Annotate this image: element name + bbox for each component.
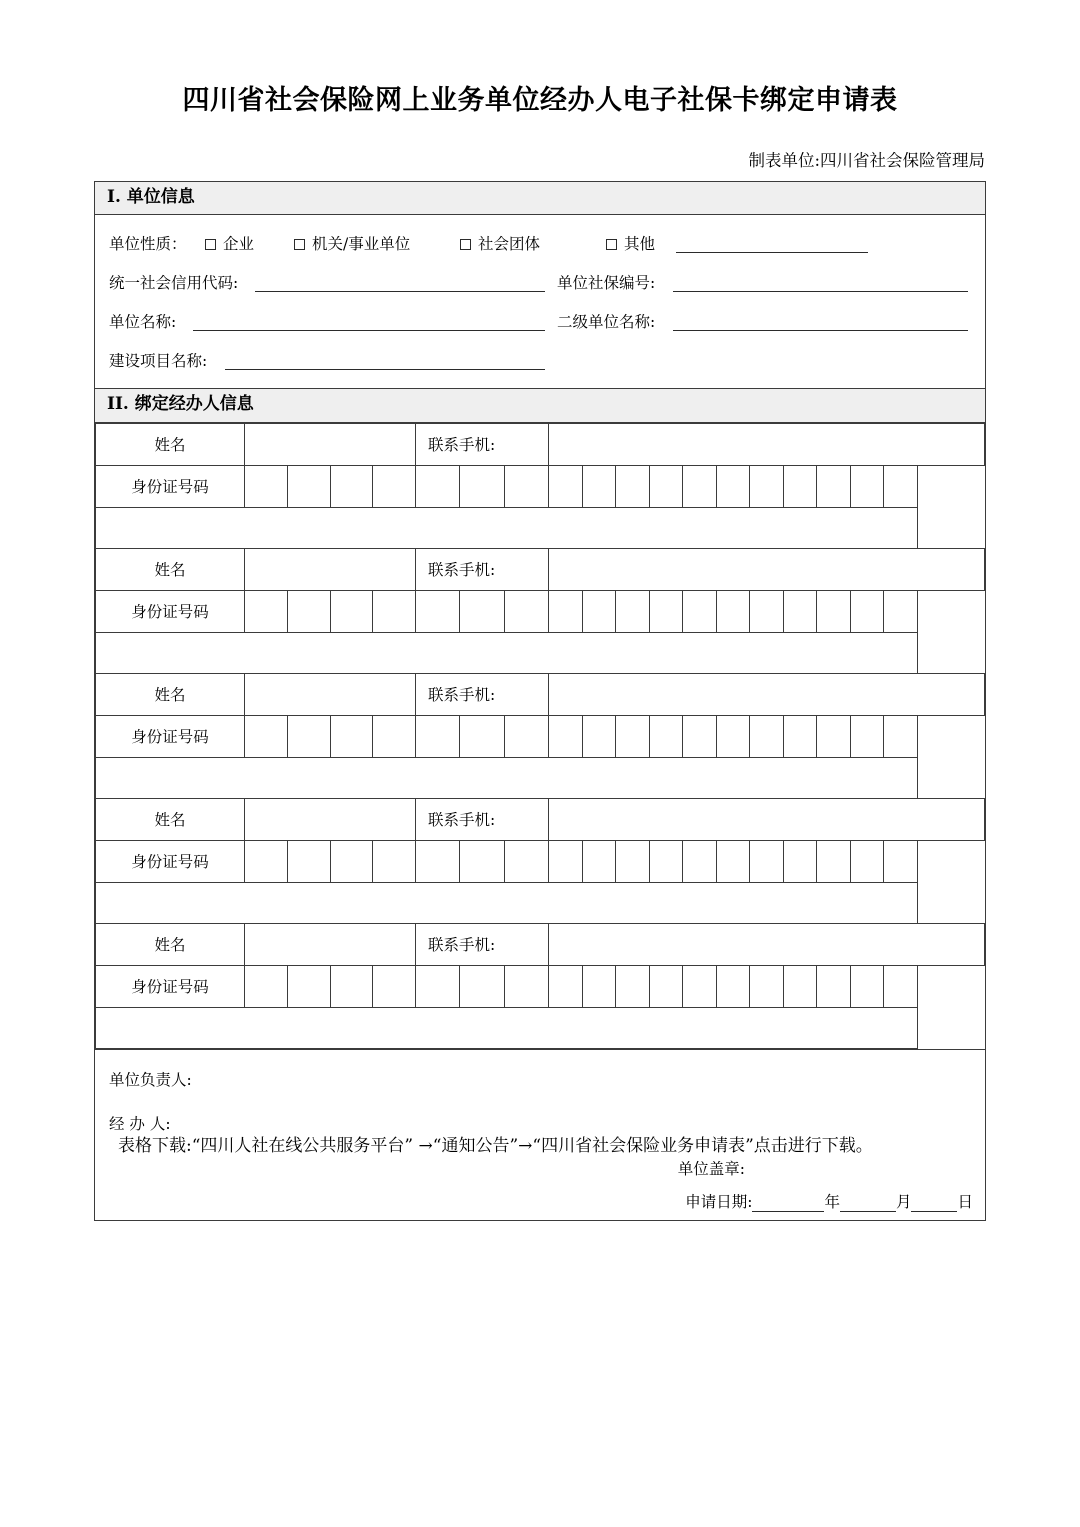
unit-nature-other-input[interactable] [676, 252, 868, 253]
id-digit-cell[interactable] [884, 590, 918, 632]
id-digit-cell[interactable] [649, 590, 683, 632]
id-digit-cell[interactable] [330, 965, 373, 1007]
section-unit-info-body [95, 215, 985, 389]
id-digit-cell[interactable] [616, 840, 650, 882]
id-digit-cell[interactable] [330, 840, 373, 882]
sub-unit-name-input[interactable] [673, 330, 968, 331]
name-label-cell: 姓名 [96, 423, 245, 465]
operator-signature-label: 经 办 人: [109, 1114, 171, 1133]
id-digit-cell[interactable] [549, 590, 583, 632]
download-instruction-note: 表格下载:“四川人社在线公共服务平台” →“通知公告”→“四川省社会保险业务申请表”点击进行下载。 [118, 1136, 873, 1156]
id-digit-cell[interactable] [373, 590, 416, 632]
id-digit-cell[interactable] [750, 715, 784, 757]
option-label: 机关/事业单位 [312, 235, 411, 254]
option-label: 社会团体 [478, 235, 541, 254]
checkbox-icon[interactable] [606, 239, 617, 250]
unit-sisn-label: 单位社保编号: [557, 274, 656, 293]
id-digit-cell[interactable] [287, 840, 330, 882]
id-digit-cell[interactable] [683, 715, 717, 757]
id-digit-cell[interactable] [287, 465, 330, 507]
unit-nature-option-social-group[interactable] [460, 232, 540, 254]
id-digit-cell[interactable] [850, 965, 884, 1007]
operator-id-row [96, 465, 985, 507]
id-digit-cell[interactable] [850, 465, 884, 507]
unit-nature-option-government[interactable] [294, 232, 410, 254]
name-label-cell: 姓名 [96, 798, 245, 840]
id-digit-cell[interactable] [649, 840, 683, 882]
id-number-label-cell: 身份证号码 [96, 715, 245, 757]
id-digit-cell[interactable] [683, 590, 717, 632]
id-digit-cell[interactable] [582, 840, 616, 882]
spacer-cell [96, 882, 918, 923]
unit-name-input[interactable] [193, 330, 545, 331]
phone-label-cell: 联系手机: [416, 673, 549, 715]
id-digit-cell[interactable] [616, 590, 650, 632]
operator-block-spacer-row [96, 882, 985, 923]
project-name-label: 建设项目名称: [109, 352, 208, 371]
id-digit-cell[interactable] [287, 965, 330, 1007]
operator-phone-input[interactable] [549, 548, 985, 590]
operator-id-row [96, 590, 985, 632]
id-digit-cell[interactable] [817, 590, 851, 632]
id-digit-cell[interactable] [373, 840, 416, 882]
unit-nature-row [95, 229, 985, 268]
id-digit-cell[interactable] [616, 965, 650, 1007]
checkbox-icon[interactable] [205, 239, 216, 250]
id-digit-cell[interactable] [416, 965, 460, 1007]
section-heading-operator-info: II. 绑定经办人信息 [95, 389, 985, 422]
operator-name-row [96, 798, 985, 840]
operator-name-row [96, 673, 985, 715]
date-month-unit: 月 [895, 1192, 912, 1211]
operator-name-input[interactable] [245, 798, 416, 840]
id-digit-cell[interactable] [783, 965, 817, 1007]
operator-block-spacer-row [96, 1007, 985, 1048]
credit-code-row [95, 268, 985, 307]
operator-block-spacer-row [96, 632, 985, 673]
project-name-input[interactable] [225, 369, 545, 370]
id-digit-cell[interactable] [750, 590, 784, 632]
id-digit-cell[interactable] [416, 465, 460, 507]
id-digit-cell[interactable] [649, 465, 683, 507]
id-digit-cell[interactable] [330, 715, 373, 757]
id-digit-cell[interactable] [783, 715, 817, 757]
id-digit-cell[interactable] [817, 465, 851, 507]
id-digit-cell[interactable] [582, 715, 616, 757]
id-digit-cell[interactable] [683, 840, 717, 882]
id-digit-cell[interactable] [783, 840, 817, 882]
operator-id-row [96, 840, 985, 882]
id-digit-cell[interactable] [884, 840, 918, 882]
id-digit-cell[interactable] [245, 715, 288, 757]
operator-phone-input[interactable] [549, 923, 985, 965]
operator-phone-input[interactable] [549, 798, 985, 840]
date-month-input[interactable] [840, 1193, 896, 1212]
id-digit-cell[interactable] [416, 715, 460, 757]
id-number-label-cell: 身份证号码 [96, 465, 245, 507]
id-digit-cell[interactable] [416, 590, 460, 632]
id-digit-cell[interactable] [716, 965, 750, 1007]
date-day-unit: 日 [957, 1192, 973, 1211]
id-digit-cell[interactable] [504, 590, 548, 632]
seal-label: 单位盖章: [677, 1159, 745, 1178]
id-digit-cell[interactable] [582, 965, 616, 1007]
application-date [685, 1190, 973, 1212]
id-number-label-cell: 身份证号码 [96, 965, 245, 1007]
id-digit-cell[interactable] [460, 840, 504, 882]
operator-name-input[interactable] [245, 673, 416, 715]
id-digit-cell[interactable] [884, 965, 918, 1007]
id-digit-cell[interactable] [504, 965, 548, 1007]
operator-name-row [96, 923, 985, 965]
operator-phone-input[interactable] [549, 673, 985, 715]
operator-blocks-body [96, 423, 985, 1048]
unit-sisn-input[interactable] [673, 291, 968, 292]
id-digit-cell[interactable] [460, 465, 504, 507]
checkbox-icon[interactable] [294, 239, 305, 250]
id-digit-cell[interactable] [850, 590, 884, 632]
application-date-label: 申请日期: [685, 1192, 753, 1211]
page-title: 四川省社会保险网上业务单位经办人电子社保卡绑定申请表 [182, 85, 898, 116]
unit-name-row [95, 307, 985, 346]
id-digit-cell[interactable] [616, 715, 650, 757]
id-digit-cell[interactable] [750, 465, 784, 507]
operator-name-input[interactable] [245, 423, 416, 465]
operator-blocks-table [95, 423, 985, 1049]
operator-block-spacer-row [96, 757, 985, 798]
project-name-row [95, 346, 985, 378]
id-number-label-cell: 身份证号码 [96, 840, 245, 882]
id-digit-cell[interactable] [373, 965, 416, 1007]
id-digit-cell[interactable] [850, 840, 884, 882]
phone-label-cell: 联系手机: [416, 923, 549, 965]
id-digit-cell[interactable] [245, 590, 288, 632]
phone-label-cell: 联系手机: [416, 423, 549, 465]
id-digit-cell[interactable] [683, 965, 717, 1007]
phone-label-cell: 联系手机: [416, 798, 549, 840]
id-digit-cell[interactable] [716, 715, 750, 757]
id-digit-cell[interactable] [504, 840, 548, 882]
operator-id-row [96, 715, 985, 757]
id-digit-cell[interactable] [683, 465, 717, 507]
id-digit-cell[interactable] [549, 715, 583, 757]
id-digit-cell[interactable] [287, 590, 330, 632]
id-digit-cell[interactable] [460, 590, 504, 632]
id-number-label-cell: 身份证号码 [96, 590, 245, 632]
phone-label-cell: 联系手机: [416, 548, 549, 590]
id-digit-cell[interactable] [460, 965, 504, 1007]
id-digit-cell[interactable] [716, 840, 750, 882]
option-label: 企业 [223, 235, 255, 254]
id-digit-cell[interactable] [373, 465, 416, 507]
spacer-cell [96, 1007, 918, 1048]
id-digit-cell[interactable] [245, 965, 288, 1007]
operator-name-input[interactable] [245, 923, 416, 965]
id-digit-cell[interactable] [373, 715, 416, 757]
application-form [94, 181, 986, 1221]
operator-phone-input[interactable] [549, 423, 985, 465]
unit-head-signature-label: 单位负责人: [109, 1070, 192, 1089]
document-issuer: 制表单位:四川省社会保险管理局 [748, 151, 985, 170]
sub-unit-name-label: 二级单位名称: [557, 313, 656, 332]
id-digit-cell[interactable] [549, 465, 583, 507]
section-heading-unit-info: I. 单位信息 [95, 182, 985, 215]
spacer-cell [96, 507, 918, 548]
checkbox-icon[interactable] [460, 239, 471, 250]
id-digit-cell[interactable] [716, 590, 750, 632]
id-digit-cell[interactable] [850, 715, 884, 757]
operator-name-input[interactable] [245, 548, 416, 590]
id-digit-cell[interactable] [783, 465, 817, 507]
id-digit-cell[interactable] [884, 465, 918, 507]
id-digit-cell[interactable] [582, 465, 616, 507]
id-digit-cell[interactable] [750, 840, 784, 882]
unit-nature-option-other[interactable] [606, 232, 655, 254]
id-digit-cell[interactable] [783, 590, 817, 632]
id-digit-cell[interactable] [287, 715, 330, 757]
id-digit-cell[interactable] [817, 715, 851, 757]
date-year-unit: 年 [824, 1192, 840, 1211]
date-year-input[interactable] [752, 1193, 824, 1212]
id-digit-cell[interactable] [649, 715, 683, 757]
operator-name-row [96, 548, 985, 590]
id-digit-cell[interactable] [504, 715, 548, 757]
id-digit-cell[interactable] [884, 715, 918, 757]
id-digit-cell[interactable] [549, 840, 583, 882]
operator-id-row [96, 965, 985, 1007]
name-label-cell: 姓名 [96, 923, 245, 965]
name-label-cell: 姓名 [96, 548, 245, 590]
spacer-cell [96, 757, 918, 798]
id-digit-cell[interactable] [616, 465, 650, 507]
option-label: 其他 [624, 235, 656, 254]
id-digit-cell[interactable] [245, 840, 288, 882]
name-label-cell: 姓名 [96, 673, 245, 715]
id-digit-cell[interactable] [504, 465, 548, 507]
id-digit-cell[interactable] [716, 465, 750, 507]
id-digit-cell[interactable] [817, 965, 851, 1007]
credit-code-label: 统一社会信用代码: [109, 274, 239, 293]
id-digit-cell[interactable] [750, 965, 784, 1007]
id-digit-cell[interactable] [330, 465, 373, 507]
operator-name-row [96, 423, 985, 465]
unit-nature-option-enterprise[interactable] [205, 232, 254, 254]
spacer-cell [96, 632, 918, 673]
id-digit-cell[interactable] [549, 965, 583, 1007]
date-day-input[interactable] [911, 1193, 957, 1212]
id-digit-cell[interactable] [817, 840, 851, 882]
id-digit-cell[interactable] [649, 965, 683, 1007]
unit-name-label: 单位名称: [109, 313, 177, 332]
credit-code-input[interactable] [255, 291, 545, 292]
id-digit-cell[interactable] [582, 590, 616, 632]
id-digit-cell[interactable] [245, 465, 288, 507]
unit-nature-label: 单位性质： [109, 235, 187, 254]
id-digit-cell[interactable] [330, 590, 373, 632]
id-digit-cell[interactable] [416, 840, 460, 882]
operator-block-spacer-row [96, 507, 985, 548]
id-digit-cell[interactable] [460, 715, 504, 757]
